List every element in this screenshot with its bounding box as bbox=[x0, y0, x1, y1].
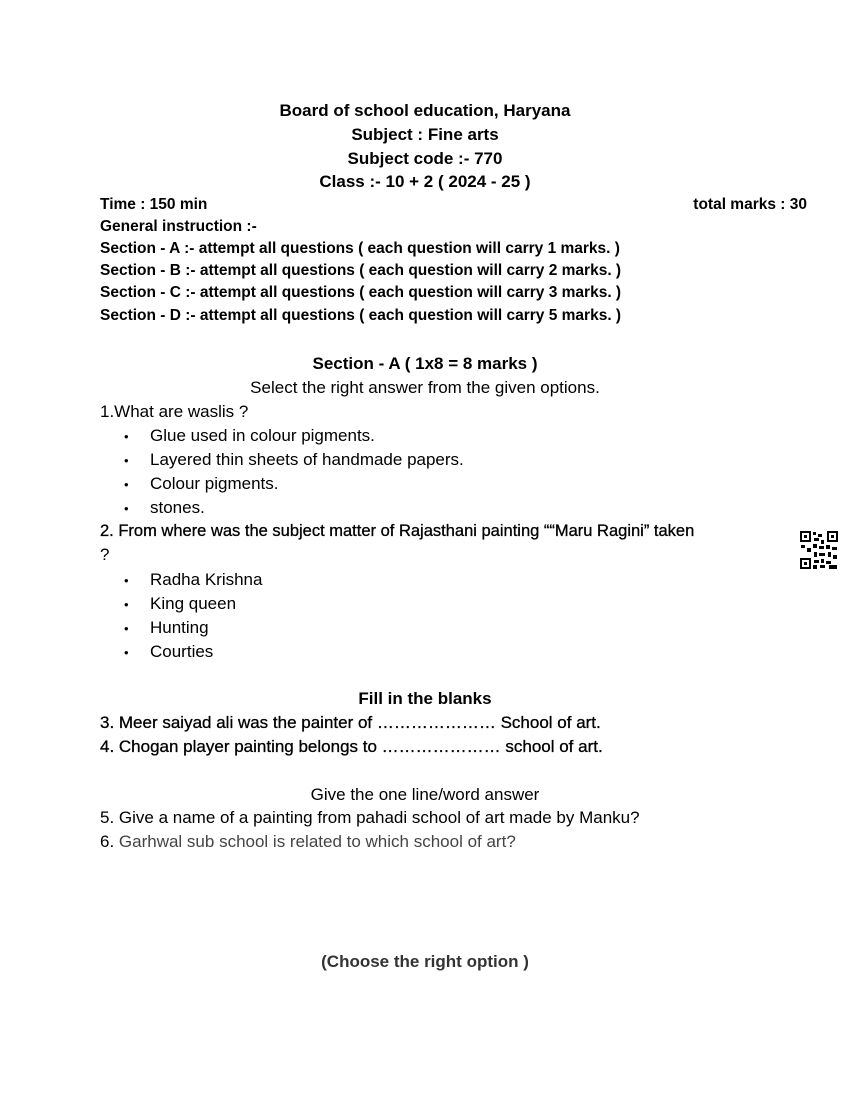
option-text: Glue used in colour pigments. bbox=[150, 426, 375, 445]
instruction-item: Section - C :- attempt all questions ( each question will carry 3 marks. ) bbox=[100, 284, 622, 301]
question-3: 3. Meer saiyad ali was the painter of ………………… School of art. bbox=[100, 713, 601, 732]
option-item bbox=[124, 474, 279, 494]
section-a-title: Section - A ( 1x8 = 8 marks ) bbox=[312, 354, 538, 373]
option-item bbox=[124, 426, 375, 446]
subject-title: Subject : Fine arts bbox=[351, 125, 499, 144]
question-2-continuation: ? bbox=[100, 545, 110, 564]
instruction-item: Section - B :- attempt all questions ( each question will carry 2 marks. ) bbox=[100, 262, 622, 279]
subject-code: Subject code :- 770 bbox=[347, 149, 503, 168]
option-text: Courties bbox=[150, 642, 214, 661]
question-5: 5. Give a name of a painting from pahadi school of art made by Manku? bbox=[100, 808, 640, 827]
option-item bbox=[124, 618, 209, 638]
instruction-item: Section - D :- attempt all questions ( each question will carry 5 marks. ) bbox=[100, 307, 622, 324]
question-2: 2. From where was the subject matter of Rajasthani painting ““Maru Ragini” taken bbox=[100, 522, 695, 540]
instructions-title: General instruction :- bbox=[100, 218, 257, 235]
bullet-icon: • bbox=[124, 501, 129, 516]
option-item bbox=[124, 642, 213, 662]
choose-right-option: (Choose the right option ) bbox=[321, 952, 529, 971]
board-title: Board of school education, Haryana bbox=[279, 101, 571, 120]
one-line-title: Give the one line/word answer bbox=[310, 785, 540, 804]
bullet-icon: • bbox=[124, 645, 129, 660]
option-text: stones. bbox=[150, 498, 205, 517]
option-text: King queen bbox=[150, 594, 237, 613]
option-text: Hunting bbox=[150, 618, 209, 637]
bullet-icon: • bbox=[124, 597, 129, 612]
option-text: Radha Krishna bbox=[150, 570, 263, 589]
section-a-subtitle: Select the right answer from the given options. bbox=[250, 378, 600, 397]
bullet-icon: • bbox=[124, 429, 129, 444]
fill-blanks-title: Fill in the blanks bbox=[358, 689, 492, 708]
bullet-icon: • bbox=[124, 477, 129, 492]
total-marks: total marks : 30 bbox=[693, 196, 807, 213]
option-item bbox=[124, 570, 262, 590]
option-text: Layered thin sheets of handmade papers. bbox=[150, 450, 464, 469]
instruction-item: Section - A :- attempt all questions ( each question will carry 1 marks. ) bbox=[100, 240, 620, 257]
option-text: Colour pigments. bbox=[150, 474, 279, 493]
option-item bbox=[124, 498, 205, 518]
bullet-icon: • bbox=[124, 573, 129, 588]
question-6-number: 6. bbox=[100, 832, 119, 851]
option-item bbox=[124, 450, 464, 470]
question-4: 4. Chogan player painting belongs to ………………… school of art. bbox=[100, 737, 603, 756]
bullet-icon: • bbox=[124, 621, 129, 636]
qr-code-icon bbox=[799, 530, 839, 570]
option-item bbox=[124, 594, 236, 614]
question-1: 1.What are waslis ? bbox=[100, 402, 249, 421]
time-info: Time : 150 min bbox=[100, 196, 208, 213]
question-6-text: Garhwal sub school is related to which school of art? bbox=[118, 832, 516, 851]
bullet-icon: • bbox=[124, 453, 129, 468]
question-6 bbox=[100, 832, 516, 852]
class-info: Class :- 10 + 2 ( 2024 - 25 ) bbox=[319, 172, 531, 191]
